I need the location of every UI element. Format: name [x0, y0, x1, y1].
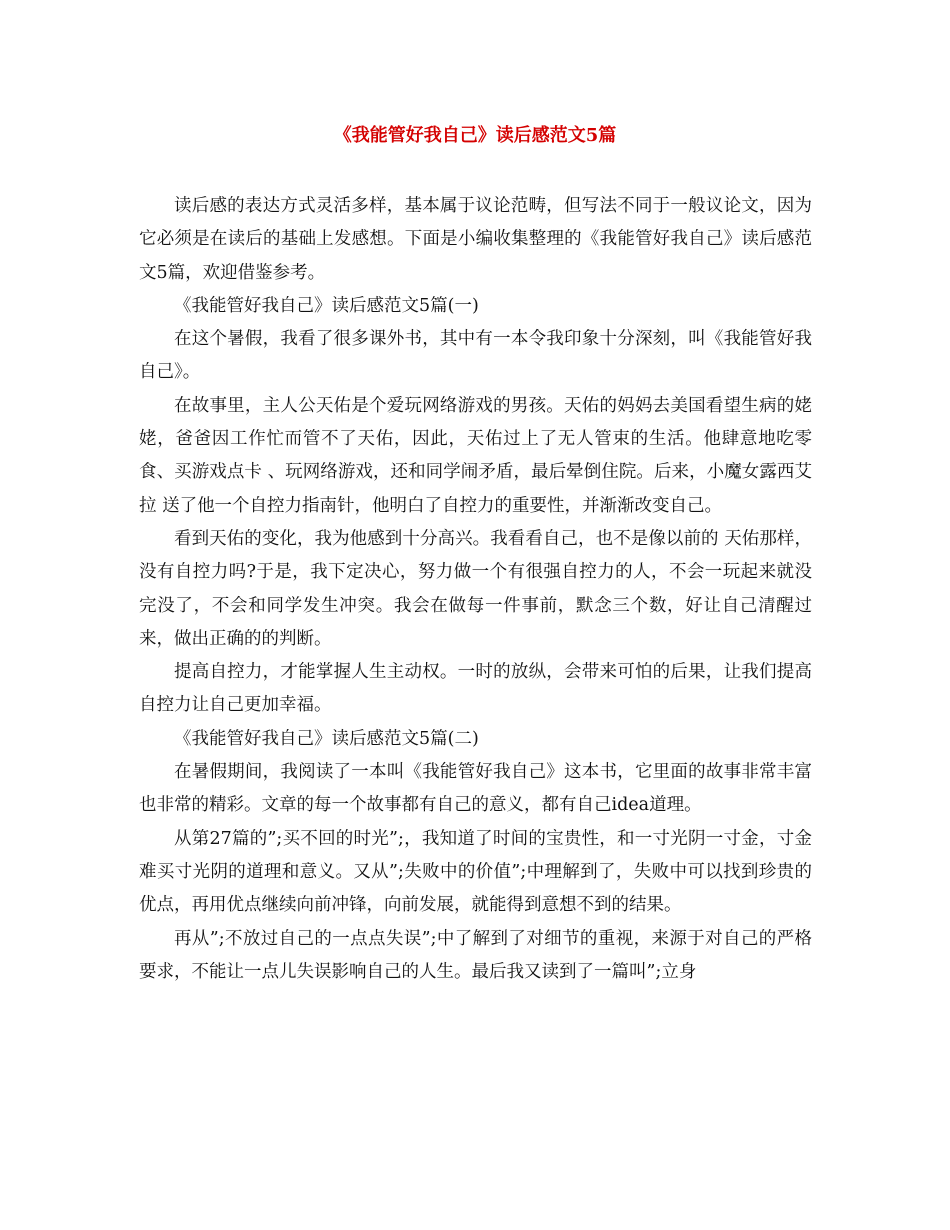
paragraph: 在这个暑假，我看了很多课外书，其中有一本令我印象十分深刻，叫《我能管好我自己》。 [139, 329, 812, 383]
document-body [139, 190, 812, 989]
document-title: 《我能管好我自己》读后感范文5篇 [333, 125, 617, 146]
section-heading-1: 《我能管好我自己》读后感范文5篇(一) [174, 295, 479, 316]
paragraph: 再从”;不放过自己的一点点失误”;中了解到了对细节的重视，来源于对自己的严格要求，不能让一点儿失误影响自己的人生。最后我又读到了一篇叫”;立身 [139, 928, 812, 982]
section-heading-2: 《我能管好我自己》读后感范文5篇(二) [174, 728, 479, 749]
paragraph: 在故事里，主人公天佑是个爱玩网络游戏的男孩。天佑的妈妈去美国看望生病的姥姥，爸爸因工作忙而管不了天佑，因此，天佑过上了无人管束的生活。他肆意地吃零食、买游戏点卡 、玩网络游戏，还和同学闹矛盾，最后晕倒住院。后来，小魔女露西艾拉 送了他一个自控力指南针，他明白了自控力的重要性，并渐渐改变自己。 [139, 395, 812, 516]
paragraph: 提高自控力，才能掌握人生主动权。一时的放纵，会带来可怕的后果，让我们提高自控力让自己更加幸福。 [139, 662, 812, 716]
paragraph-intro: 读后感的表达方式灵活多样，基本属于议论范畴，但写法不同于一般议论文，因为它必须是在读后的基础上发感想。下面是小编收集整理的《我能管好我自己》读后感范文5篇，欢迎借鉴参考。 [139, 196, 812, 283]
paragraph: 在暑假期间，我阅读了一本叫《我能管好我自己》这本书，它里面的故事非常丰富也非常的精彩。文章的每一个故事都有自己的意义，都有自己idea道理。 [139, 762, 812, 816]
paragraph: 看到天佑的变化，我为他感到十分高兴。我看看自己，也不是像以前的 天佑那样，没有自控力吗?于是，我下定决心，努力做一个有很强自控力的人，不会一玩起来就没完没了，不会和同学发生冲突。我会在做每一件事前，默念三个数，好让自己清醒过来，做出正确的的判断。 [139, 528, 812, 649]
paragraph: 从第27篇的”;买不回的时光”;，我知道了时间的宝贵性，和一寸光阴一寸金，寸金难买寸光阴的道理和意义。又从”;失败中的价值”;中理解到了，失败中可以找到珍贵的优点，再用优点继续向前冲锋，向前发展，就能得到意想不到的结果。 [139, 828, 812, 916]
